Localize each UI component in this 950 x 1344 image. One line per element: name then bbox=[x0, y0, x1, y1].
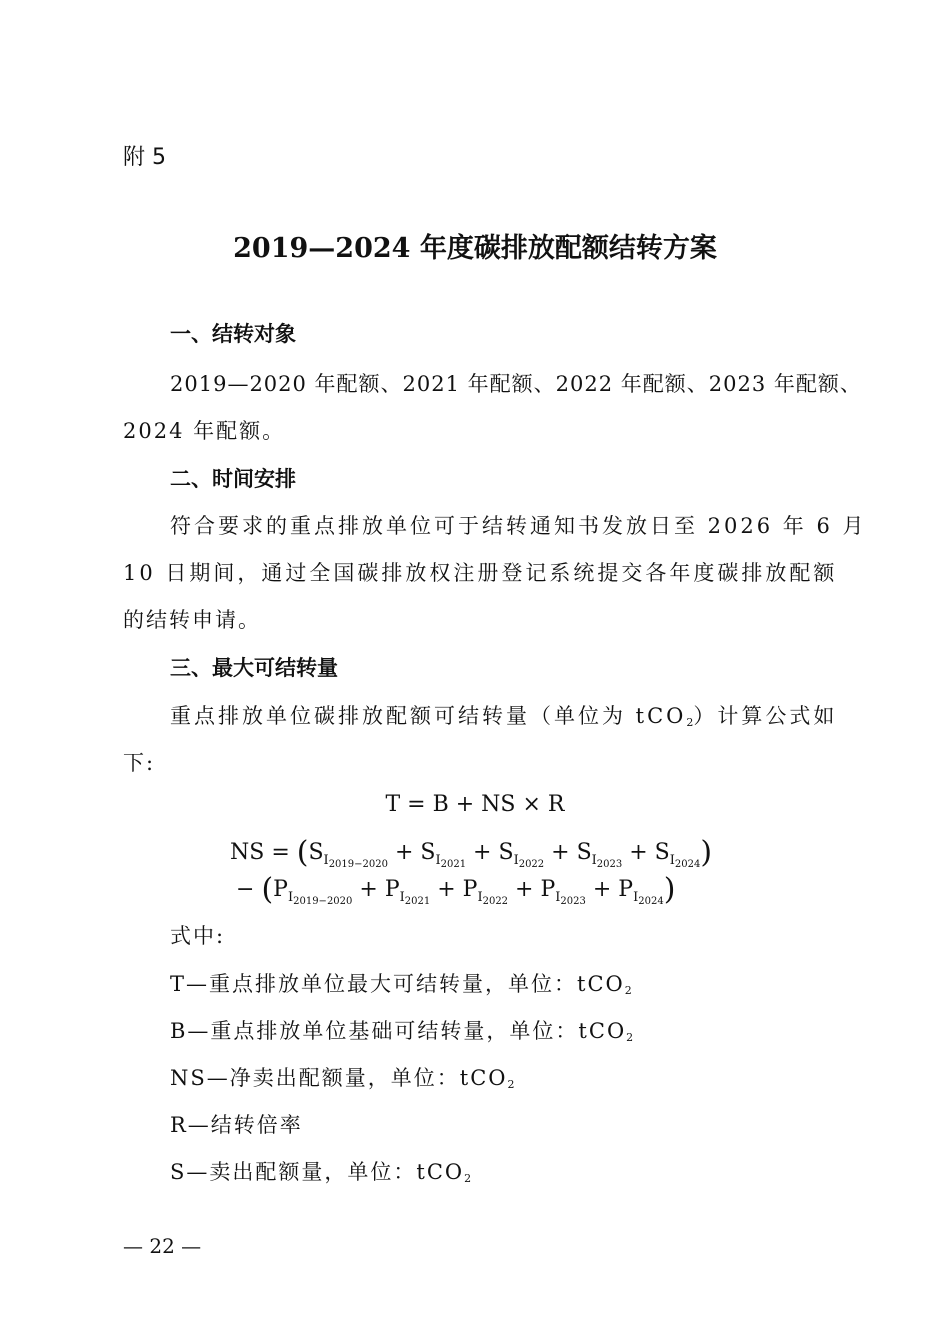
section3-heading: 三、最大可结转量 bbox=[170, 656, 338, 680]
definitions-intro: 式中: bbox=[170, 924, 226, 948]
annex-label: 附 5 bbox=[123, 145, 166, 170]
section3-line1-post: ）计算公式如 bbox=[693, 704, 838, 728]
close-paren: ) bbox=[700, 835, 713, 870]
definition-item: R—结转倍率 bbox=[170, 1113, 303, 1137]
formula-t: T = B + NS × R bbox=[385, 792, 565, 817]
formula-s-term: $S_{I_{2023}}$ bbox=[576, 840, 623, 870]
formula-plus: + bbox=[430, 877, 463, 902]
formula-minus: − bbox=[236, 877, 262, 902]
section2-line1: 符合要求的重点排放单位可于结转通知书发放日至 2026 年 6 月 bbox=[170, 514, 867, 538]
section2-heading: 二、时间安排 bbox=[170, 467, 296, 491]
formula-p-term: $P_{I_{2019-2020}}$ bbox=[273, 877, 353, 907]
formula-s-term: $S_{I_{2021}}$ bbox=[420, 840, 467, 870]
open-paren: ( bbox=[296, 835, 309, 870]
section1-line2: 2024 年配额。 bbox=[123, 419, 286, 443]
formula-plus: + bbox=[387, 840, 421, 865]
definition-item: B—重点排放单位基础可结转量，单位：tCO2 bbox=[170, 1019, 634, 1044]
formula-ns-line1 bbox=[230, 835, 712, 870]
formula-plus: + bbox=[622, 840, 655, 865]
formula-p-term: $P_{I_{2022}}$ bbox=[462, 877, 509, 907]
definition-item: T—重点排放单位最大可结转量，单位：tCO2 bbox=[170, 972, 632, 997]
page-number: — 22 — bbox=[123, 1234, 202, 1258]
open-paren: ( bbox=[261, 872, 274, 907]
co2-subscript: 2 bbox=[686, 716, 694, 729]
formula-s-term: $S_{I_{2024}}$ bbox=[654, 840, 701, 870]
co2-subscript: 2 bbox=[507, 1078, 515, 1091]
section2-line2: 10 日期间，通过全国碳排放权注册登记系统提交各年度碳排放配额 bbox=[123, 561, 838, 585]
co2-subscript: 2 bbox=[626, 1031, 634, 1044]
document-title: 2019—2024 年度碳排放配额结转方案 bbox=[233, 233, 717, 264]
section3-line1-pre: 重点排放单位碳排放配额可结转量（单位为 tCO bbox=[170, 704, 687, 728]
formula-plus: + bbox=[508, 877, 541, 902]
formula-s-term: $S_{I_{2019-2020}}$ bbox=[308, 840, 388, 870]
co2-subscript: 2 bbox=[464, 1172, 472, 1185]
formula-plus: + bbox=[352, 877, 385, 902]
section1-heading: 一、结转对象 bbox=[170, 322, 296, 346]
co2-subscript: 2 bbox=[624, 984, 632, 997]
formula-p-term: $P_{I_{2021}}$ bbox=[384, 877, 431, 907]
definition-item: S—卖出配额量，单位：tCO2 bbox=[170, 1160, 472, 1185]
formula-s-terms bbox=[308, 840, 701, 870]
formula-ns-lhs: NS = bbox=[230, 840, 297, 865]
section1-line1: 2019—2020 年配额、2021 年配额、2022 年配额、2023 年配额、 bbox=[170, 372, 862, 396]
formula-p-term: $P_{I_{2024}}$ bbox=[618, 877, 664, 907]
section3-line2: 下: bbox=[123, 751, 156, 775]
formula-ns-line2 bbox=[236, 872, 675, 907]
definition-item: NS—净卖出配额量，单位：tCO2 bbox=[170, 1066, 515, 1091]
section3-line1 bbox=[170, 700, 837, 730]
close-paren: ) bbox=[663, 872, 676, 907]
formula-p-terms bbox=[273, 877, 664, 907]
formula-plus: + bbox=[544, 840, 577, 865]
formula-plus: + bbox=[585, 877, 619, 902]
formula-plus: + bbox=[466, 840, 499, 865]
formula-p-term: $P_{I_{2023}}$ bbox=[540, 877, 586, 907]
formula-s-term: $S_{I_{2022}}$ bbox=[498, 840, 545, 870]
section2-line3: 的结转申请。 bbox=[123, 608, 261, 632]
